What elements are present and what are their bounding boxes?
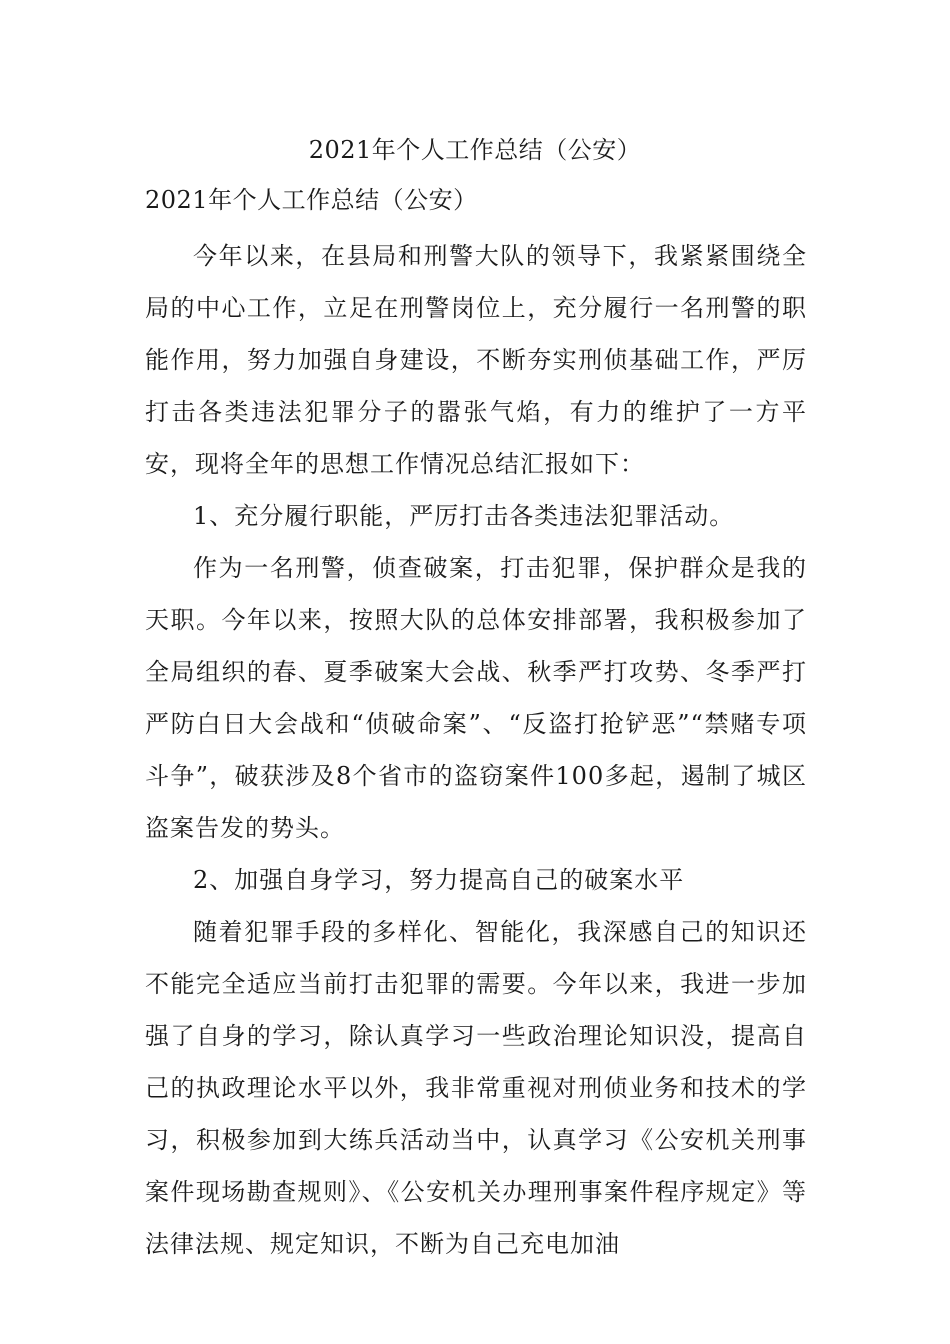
paragraph-section-2: 随着犯罪手段的多样化、智能化，我深感自己的知识还不能完全适应当前打击犯罪的需要。今年以来，我进一步加强了自身的学习，除认真学习一些政治理论知识没，提高自己的执政理论水平以外，我非常重视对刑侦业务和技术的学习，积极参加到大练兵活动当中，认真学习《公安机关刑事案件现场勘查规则》、《公安机关办理刑事案件程序规定》等法律法规、规定知识，不断为自己充电加油 bbox=[145, 918, 807, 1258]
section-heading-2: 2、加强自身学习，努力提高自己的破案水平 bbox=[193, 866, 685, 894]
document-title: 2021年个人工作总结（公安） bbox=[308, 136, 642, 164]
paragraph-section-1: 作为一名刑警，侦查破案，打击犯罪，保护群众是我的天职。今年以来，按照大队的总体安排部署，我积极参加了全局组织的春、夏季破案大会战、秋季严打攻势、冬季严打严防白日大会战和“侦破命案”、“反盗打抢铲恶”“禁赌专项斗争”，破获涉及8个省市的盗窃案件100多起，遏制了城区盗案告发的势头。 bbox=[145, 554, 807, 842]
document-body bbox=[145, 230, 807, 1270]
section-heading-1: 1、充分履行职能，严厉打击各类违法犯罪活动。 bbox=[193, 502, 735, 530]
document-subtitle: 2021年个人工作总结（公安） bbox=[145, 186, 478, 214]
paragraph-intro: 今年以来，在县局和刑警大队的领导下，我紧紧围绕全局的中心工作，立足在刑警岗位上，充分履行一名刑警的职能作用，努力加强自身建设，不断夯实刑侦基础工作，严厉打击各类违法犯罪分子的嚣张气焰，有力的维护了一方平安，现将全年的思想工作情况总结汇报如下： bbox=[145, 242, 807, 478]
